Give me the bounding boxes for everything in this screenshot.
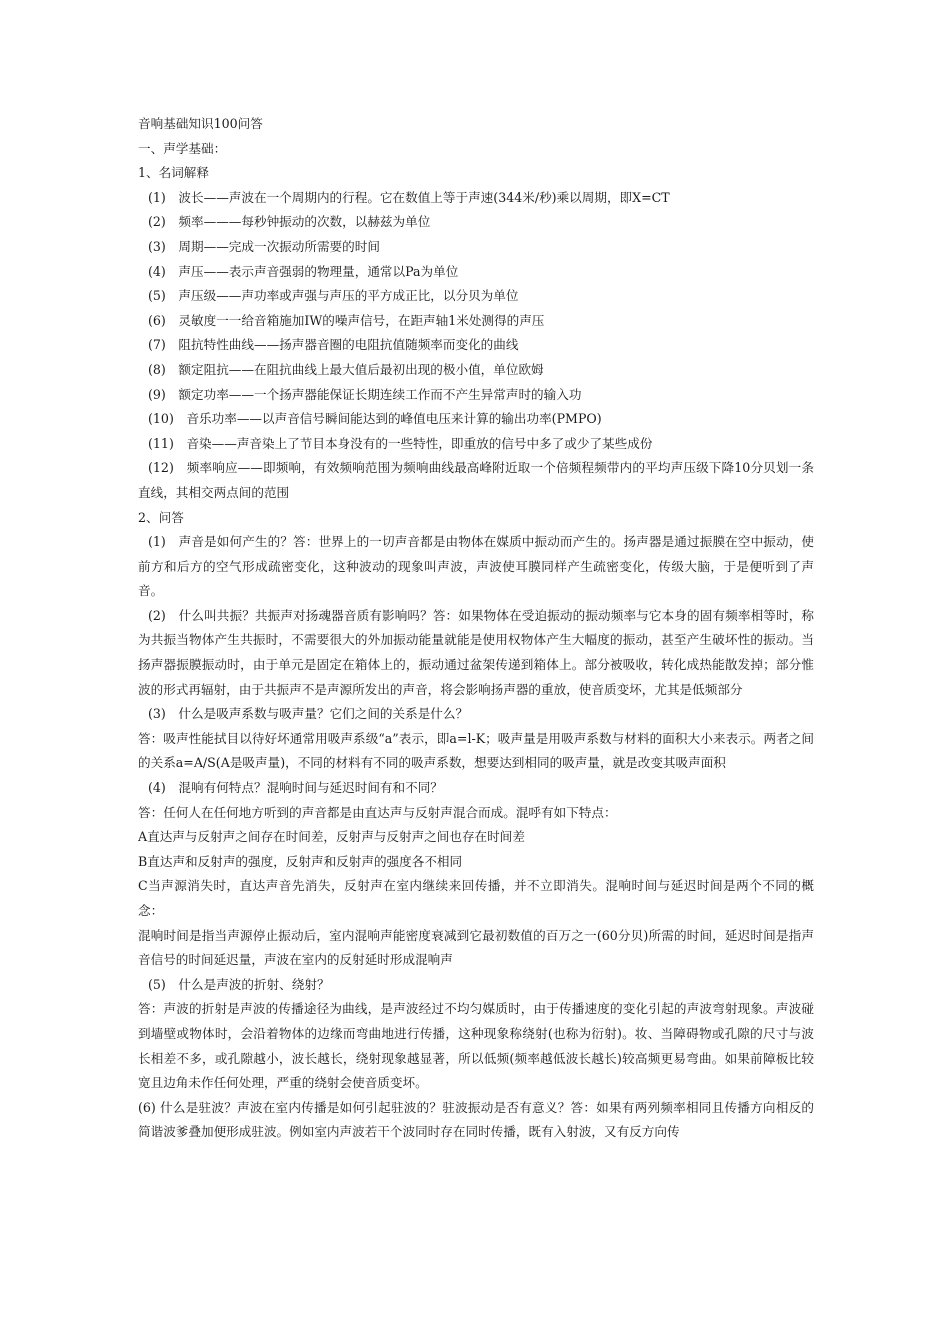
document-title: 音响基础知识100问答 [138, 116, 263, 131]
term-item: (8) 额定阻抗——在阻抗曲线上最大值后最初出现的极小值，单位欧姆 [148, 361, 544, 377]
term-item-frequency-response: (12) 频率响应——即频响，有效频响范围为频响曲线最高峰附近取一个倍频程频带内的平均声压级下降10分贝划一条直线，其相交两点间的范围 [138, 460, 814, 500]
term-item: (6) 灵敏度一一给音箱施加IW的噪声信号，在距声轴1米处测得的声压 [148, 312, 545, 328]
question-reverberation: (4) 混响有何特点？混响时间与延迟时间有和不同？ [148, 780, 443, 796]
term-item: (9) 额定功率——一个扬声器能保证长期连续工作而不产生异常声时的输入功 [148, 386, 582, 402]
question-refraction: (5) 什么是声波的折射、绕射？ [148, 976, 330, 992]
answer-point-c: C当声源消失时，直达声音先消失，反射声在室内继续来回传播，并不立即消失。混响时间与延迟时间是两个不同的概念： [138, 878, 814, 918]
answer-point-a: A直达声与反射声之间存在时间差，反射声与反射声之间也存在时间差 [138, 829, 525, 845]
term-item: (1) 波长——声波在一个周期内的行程。它在数值上等于声速(344米/秒)乘以周期，即X=CT [148, 189, 670, 205]
term-item: (2) 频率———每秒钟振动的次数，以赫兹为单位 [148, 214, 431, 230]
qa-paragraph-sound-origin: (1) 声音是如何产生的？答：世界上的一切声音都是由物体在媒质中振动而产生的。扬声器是通过振膜在空中振动，使前方和后方的空气形成疏密变化，这种波动的现象叫声波，声波使耳膜同样产生疏密变化，传级大脑，于是便听到了声音。 [138, 534, 814, 599]
answer-absorption: 答：吸声性能拭目以待好坏通常用吸声系级“a”表示，即a=l-K；吸声量是用吸声系数与材料的面积大小来表示。两者之间的关系a=A/S(A是吸声量)，不同的材料有不同的吸声系数，想要达到相同的吸声量，就是改变其吸声面积 [138, 730, 814, 771]
subheading-qa: 2、问答 [138, 509, 184, 525]
qa-paragraph-resonance: (2) 什么叫共振？共振声对扬魂器音质有影响吗？答：如果物体在受迫振动的振动频率与它本身的固有频率相等时，称为共振当物体产生共振时，不需要很大的外加振动能量就能是使用权物体产生大幅度的振动，甚至产生破坏性的振动。当扬声器振膜振动时，由于单元是固定在箱体上的，振动通过盆架传递到箱体上。部分被吸收，转化成热能散发掉；部分惟波的形式再辐射，由于共振声不是声源所发出的声音，将会影响扬声器的重放，使音质变坏，尤其是低频部分 [138, 607, 814, 697]
term-item: (4) 声压——表示声音强弱的物理量，通常以Pa为单位 [148, 263, 459, 279]
document-body [138, 112, 814, 1145]
term-item: (5) 声压级——声功率或声强与声压的平方成正比，以分贝为单位 [148, 288, 519, 304]
term-item: (11) 音染——声音染上了节目本身没有的一些特性，即重放的信号中多了或少了某些成份 [148, 435, 653, 451]
term-item: (7) 阻抗特性曲线——扬声器音圈的电阻抗值随频率而变化的曲线 [148, 337, 519, 353]
question-absorption: (3) 什么是吸声系数与吸声量？它们之间的关系是什么？ [148, 706, 469, 722]
answer-reverberation-intro: 答：任何人在任何地方听到的声音都是由直达声与反射声混合而成。混呼有如下特点： [138, 804, 617, 820]
answer-reverberation-definition: 混响时间是指当声源停止振动后，室内混响声能密度衰减到它最初数值的百万之一(60分贝)所需的时间，延迟时间是指声音信号的时间延迟量，声波在室内的反射延时形成混响声 [138, 927, 814, 968]
section-heading-acoustics: 一、声学基础： [138, 140, 227, 156]
answer-refraction: 答：声波的折射是声波的传播途径为曲线，是声波经过不均匀媒质时，由于传播速度的变化引起的声波弯射现象。声波碰到墙壁或物体时，会沿着物体的边缘而弯曲地进行传播，这种现象称绕射(也称为衍射)。妆、当障碍物或孔隙的尺寸与波长相差不多，或孔隙越小，波长越长，绕射现象越显著，所以低频(频率越低波长越长)较高频更易弯曲。如果前障板比较宽且边角未作任何处理，严重的绕射会使音质变坏。 [138, 1001, 814, 1091]
term-item: (10) 音乐功率——以声音信号瞬间能达到的峰值电压来计算的输出功率(PMPO) [148, 411, 602, 427]
qa-paragraph-standing-wave: (6) 什么是驻波？声波在室内传播是如何引起驻波的？驻波振动是否有意义？答：如果有两列频率相同且传播方向相反的简谐波爹叠加便形成驻波。例如室内声波若干个波同时存在同时传播，既有入射波，又有反方向传 [138, 1099, 814, 1140]
subheading-glossary: 1、名词解释 [138, 165, 209, 181]
answer-point-b: B直达声和反射声的强度，反射声和反射声的强度各不相同 [138, 853, 463, 869]
term-item: (3) 周期——完成一次振动所需要的时间 [148, 238, 380, 254]
